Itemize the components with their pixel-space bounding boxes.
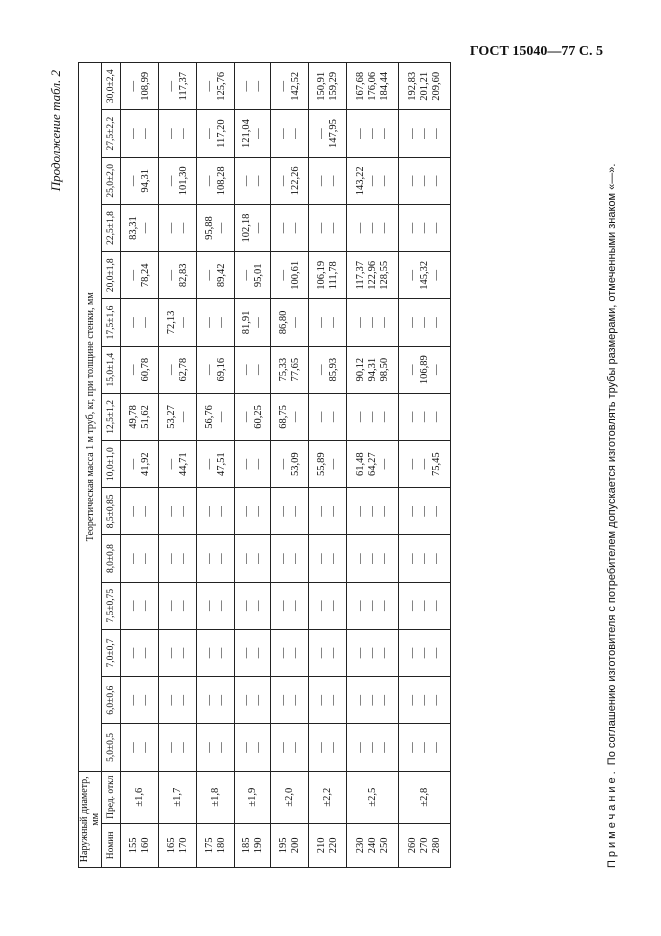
mass-cell: — — xyxy=(159,535,197,582)
mass-cell: — — xyxy=(121,724,159,771)
mass-table xyxy=(78,62,451,868)
mass-cell: — — xyxy=(235,488,271,535)
nominal-diameter: 230 240 250 xyxy=(347,823,399,867)
mass-cell: 150,91 159,29 xyxy=(309,63,347,110)
mass-cell: — — — xyxy=(399,110,451,157)
mass-cell: — — — xyxy=(347,488,399,535)
mass-cell: — — xyxy=(197,535,235,582)
mass-cell: — — — xyxy=(399,157,451,204)
mass-cell: — — xyxy=(159,204,197,251)
mass-cell: — 44,71 xyxy=(159,441,197,488)
mass-cell: — — xyxy=(235,441,271,488)
limit-deviation: ±1,9 xyxy=(235,771,271,823)
table-note xyxy=(606,62,618,868)
mass-cell: — — xyxy=(159,582,197,629)
mass-cell: — 60,78 xyxy=(121,346,159,393)
wall-thickness-header: 17,5±1,6 xyxy=(102,299,121,346)
wall-thickness-header: 6,0±0,6 xyxy=(102,677,121,724)
mass-cell: — 85,93 xyxy=(309,346,347,393)
mass-cell: — — — xyxy=(347,724,399,771)
mass-cell: 192,83 201,21 209,60 xyxy=(399,63,451,110)
mass-cell: — — xyxy=(235,63,271,110)
mass-cell: — — xyxy=(309,299,347,346)
mass-cell: 72,13 — xyxy=(159,299,197,346)
mass-cell: — 53,09 xyxy=(271,441,309,488)
mass-cell: 55,89 — xyxy=(309,441,347,488)
mass-cell: — — — xyxy=(399,204,451,251)
mass-cell: — 117,37 xyxy=(159,63,197,110)
wall-thickness-header: 7,0±0,7 xyxy=(102,629,121,676)
mass-cell: — — xyxy=(271,204,309,251)
mass-cell: — — xyxy=(309,582,347,629)
nominal-diameter: 175 180 xyxy=(197,823,235,867)
mass-cell: — — — xyxy=(399,299,451,346)
mass-cell: — — xyxy=(271,110,309,157)
table-row xyxy=(197,63,235,868)
page-header: ГОСТ 15040—77 С. 5 xyxy=(469,44,603,59)
mass-cell: — — xyxy=(235,535,271,582)
table-continuation-label: Продолжение табл. 2 xyxy=(48,70,63,192)
mass-cell: — — — xyxy=(347,204,399,251)
mass-cell: — — — xyxy=(399,677,451,724)
mass-cell: — — — xyxy=(399,488,451,535)
mass-cell: — 142,52 xyxy=(271,63,309,110)
mass-cell: 56,76 — xyxy=(197,393,235,440)
nominal-diameter: 260 270 280 xyxy=(399,823,451,867)
mass-cell: — — xyxy=(271,582,309,629)
mass-cell: — — xyxy=(309,488,347,535)
mass-cell: 121,04 — xyxy=(235,110,271,157)
mass-cell: — — xyxy=(121,535,159,582)
wall-thickness-header: 30,0±2,4 xyxy=(102,63,121,110)
limit-deviation: ±1,6 xyxy=(121,771,159,823)
wall-thickness-header: 22,5±1,8 xyxy=(102,204,121,251)
mass-cell: — — xyxy=(197,299,235,346)
mass-cell: — 122,26 xyxy=(271,157,309,204)
mass-cell: — — xyxy=(235,582,271,629)
mass-cell: — — xyxy=(309,393,347,440)
mass-cell: — — 75,45 xyxy=(399,441,451,488)
mass-cell: — 147,95 xyxy=(309,110,347,157)
mass-cell: — 117,20 xyxy=(197,110,235,157)
mass-cell: 83,31 — xyxy=(121,204,159,251)
mass-cell: — 125,76 xyxy=(197,63,235,110)
mass-cell: — — xyxy=(235,346,271,393)
limit-deviation: ±2,8 xyxy=(399,771,451,823)
nominal-header: Номин xyxy=(102,823,121,867)
table-row xyxy=(271,63,309,868)
mass-cell: 49,78 51,62 xyxy=(121,393,159,440)
mass-cell: — — — xyxy=(399,629,451,676)
mass-cell: — — — xyxy=(347,110,399,157)
rotated-content xyxy=(48,62,618,868)
mass-cell: — — — xyxy=(399,724,451,771)
mass-cell: — 108,99 xyxy=(121,63,159,110)
mass-cell: — — xyxy=(271,488,309,535)
wall-thickness-header: 5,0±0,5 xyxy=(102,724,121,771)
mass-cell: — — xyxy=(121,582,159,629)
mass-cell: — — — xyxy=(399,393,451,440)
mass-cell: — — xyxy=(309,724,347,771)
wall-thickness-header: 12,5±1,2 xyxy=(102,393,121,440)
mass-cell: — — xyxy=(309,157,347,204)
table-row xyxy=(121,63,159,868)
mass-cell: — 101,30 xyxy=(159,157,197,204)
mass-cell: 53,27 — xyxy=(159,393,197,440)
note-label: Примечание. xyxy=(606,768,618,868)
mass-cell: — — xyxy=(159,488,197,535)
table-row xyxy=(399,63,451,868)
wall-thickness-header: 25,0±2,0 xyxy=(102,157,121,204)
mass-cell: — — xyxy=(235,157,271,204)
mass-cell: — — xyxy=(121,488,159,535)
mass-cell: — — — xyxy=(399,535,451,582)
mass-cell: — — xyxy=(121,677,159,724)
mass-cell: 102,18 — xyxy=(235,204,271,251)
wall-thickness-header: 7,5±0,75 xyxy=(102,582,121,629)
mass-cell: — — — xyxy=(347,629,399,676)
mass-cell: — 100,61 xyxy=(271,252,309,299)
mass-cell: — 47,51 xyxy=(197,441,235,488)
mass-cell: 75,33 77,65 xyxy=(271,346,309,393)
mass-cell: — — xyxy=(309,204,347,251)
mass-cell: — — xyxy=(197,488,235,535)
nominal-diameter: 155 160 xyxy=(121,823,159,867)
mass-header: Теоретическая масса 1 м труб, кг, при толщине стенки, мм xyxy=(79,63,102,772)
nominal-diameter: 195 200 xyxy=(271,823,309,867)
mass-cell: — — xyxy=(309,677,347,724)
limit-deviation: ±2,5 xyxy=(347,771,399,823)
mass-cell: — 78,24 xyxy=(121,252,159,299)
mass-cell: — — xyxy=(197,582,235,629)
mass-cell: — — — xyxy=(347,299,399,346)
mass-cell: 61,48 64,27 — xyxy=(347,441,399,488)
mass-cell: — — xyxy=(159,110,197,157)
mass-cell: — 106,89 — xyxy=(399,346,451,393)
mass-cell: — — xyxy=(159,677,197,724)
mass-cell: — 108,28 xyxy=(197,157,235,204)
mass-cell: 106,19 111,78 xyxy=(309,252,347,299)
outer-diameter-header: Наружный диаметр, мм xyxy=(79,771,102,867)
mass-cell: — — xyxy=(235,677,271,724)
mass-cell: — — xyxy=(121,629,159,676)
mass-cell: — — xyxy=(121,110,159,157)
mass-cell: — 82,83 xyxy=(159,252,197,299)
limit-deviation: ±1,7 xyxy=(159,771,197,823)
mass-cell: — 62,78 xyxy=(159,346,197,393)
mass-cell: 81,91 — xyxy=(235,299,271,346)
limit-deviation: ±2,0 xyxy=(271,771,309,823)
mass-cell: — 69,16 xyxy=(197,346,235,393)
mass-cell: — — — xyxy=(399,582,451,629)
mass-cell: — 41,92 xyxy=(121,441,159,488)
mass-cell: — 60,25 xyxy=(235,393,271,440)
mass-cell: — — xyxy=(271,629,309,676)
mass-cell: — — xyxy=(271,535,309,582)
mass-cell: — — — xyxy=(347,393,399,440)
mass-cell: 143,22 — — xyxy=(347,157,399,204)
wall-thickness-header: 8,0±0,8 xyxy=(102,535,121,582)
mass-cell: — — xyxy=(197,677,235,724)
mass-cell: 86,80 — xyxy=(271,299,309,346)
mass-cell: — — xyxy=(309,629,347,676)
mass-cell: 117,37 122,96 128,55 xyxy=(347,252,399,299)
mass-cell: — 145,32 — xyxy=(399,252,451,299)
mass-cell: 68,75 — xyxy=(271,393,309,440)
table-row xyxy=(347,63,399,868)
mass-cell: — — xyxy=(197,724,235,771)
mass-cell: 167,68 176,06 184,44 xyxy=(347,63,399,110)
mass-cell: — 95,01 xyxy=(235,252,271,299)
mass-cell: — — xyxy=(159,724,197,771)
wall-thickness-header: 10,0±1,0 xyxy=(102,441,121,488)
mass-cell: — 94,31 xyxy=(121,157,159,204)
wall-thickness-header: 27,5±2,2 xyxy=(102,110,121,157)
mass-cell: 95,88 — xyxy=(197,204,235,251)
limit-deviation: ±1,8 xyxy=(197,771,235,823)
deviation-header: Пред. откл xyxy=(102,771,121,823)
mass-cell: — — xyxy=(121,299,159,346)
mass-cell: — — xyxy=(197,629,235,676)
note-text: По соглашению изготовителя с потребителем допускается изготовлять трубы размерами, отмеченными знаком «—». xyxy=(606,163,618,766)
nominal-diameter: 185 190 xyxy=(235,823,271,867)
mass-cell: — — — xyxy=(347,535,399,582)
table-row xyxy=(235,63,271,868)
mass-cell: 90,12 94,31 98,50 xyxy=(347,346,399,393)
wall-thickness-header: 8,5±0,85 xyxy=(102,488,121,535)
mass-cell: — — xyxy=(309,535,347,582)
mass-cell: — — xyxy=(235,724,271,771)
nominal-diameter: 210 220 xyxy=(309,823,347,867)
table-row xyxy=(159,63,197,868)
mass-cell: — — xyxy=(271,724,309,771)
mass-cell: — 89,42 xyxy=(197,252,235,299)
mass-cell: — — xyxy=(235,629,271,676)
mass-cell: — — — xyxy=(347,677,399,724)
table-row xyxy=(309,63,347,868)
wall-thickness-header: 20,0±1,8 xyxy=(102,252,121,299)
limit-deviation: ±2,2 xyxy=(309,771,347,823)
mass-cell: — — — xyxy=(347,582,399,629)
wall-thickness-header: 15,0±1,4 xyxy=(102,346,121,393)
mass-cell: — — xyxy=(159,629,197,676)
nominal-diameter: 165 170 xyxy=(159,823,197,867)
mass-cell: — — xyxy=(271,677,309,724)
